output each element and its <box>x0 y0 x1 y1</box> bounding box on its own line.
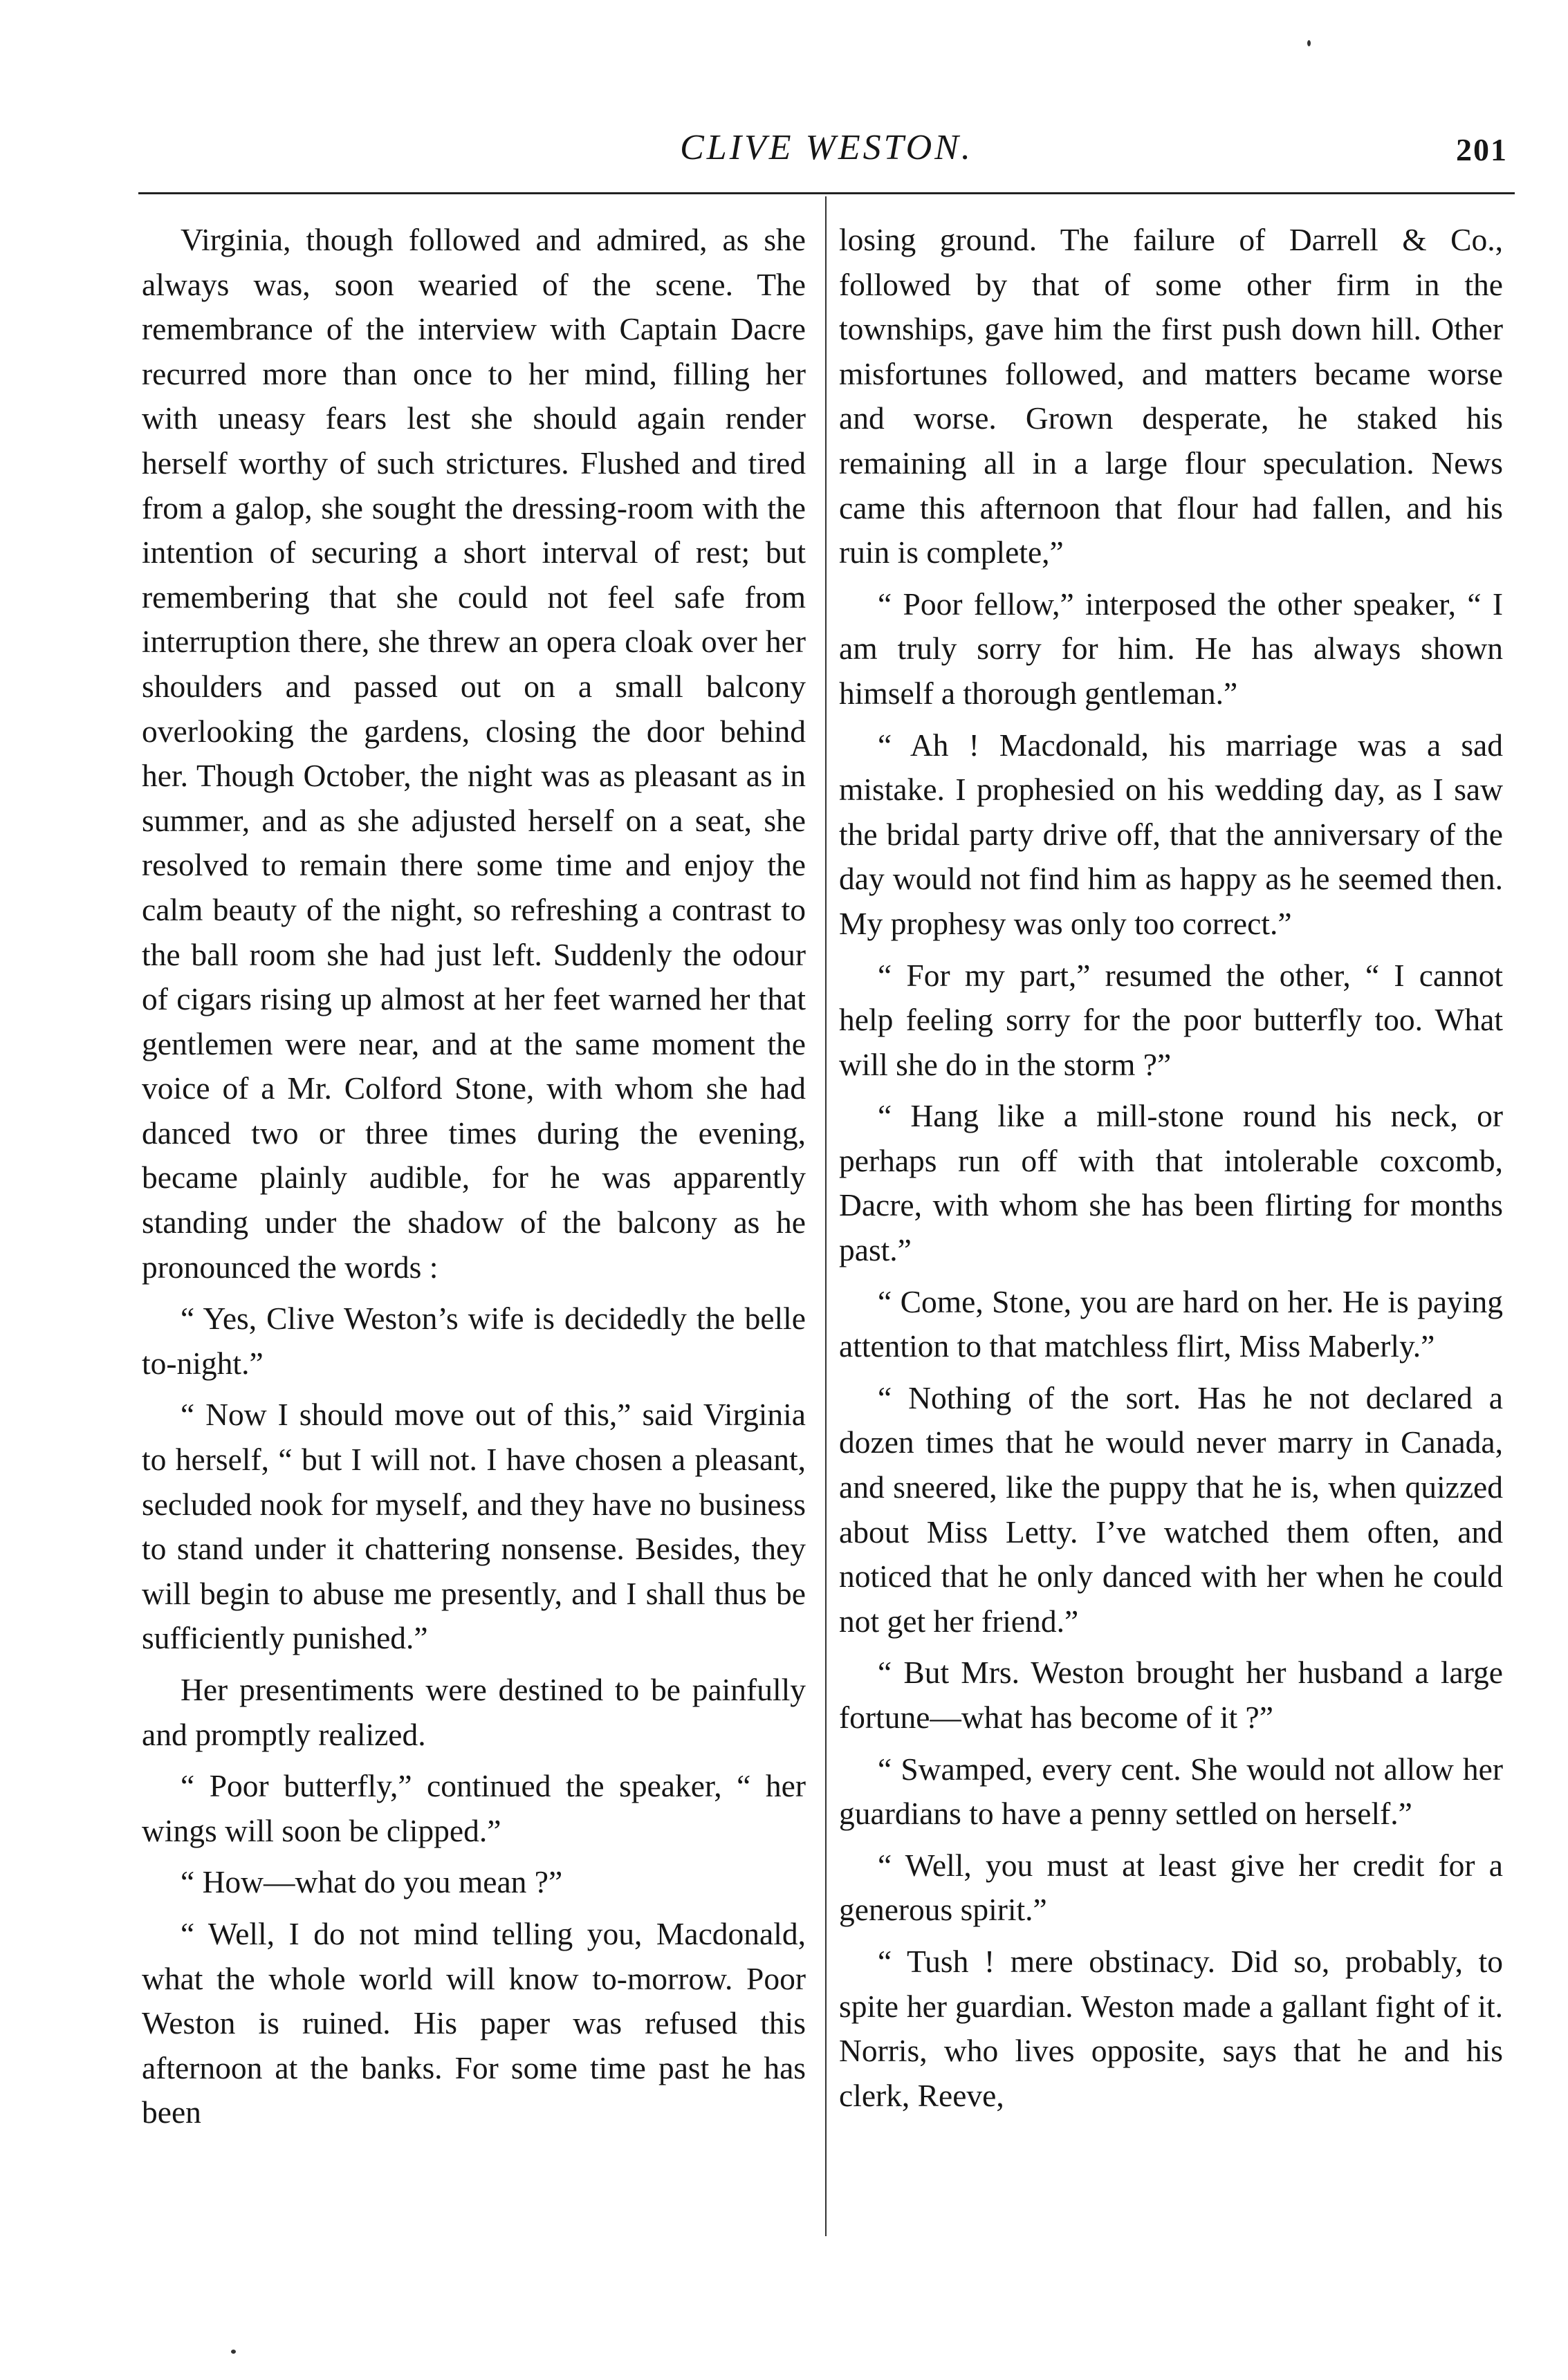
paragraph: “ Well, you must at least give her credit for a generous spirit.” <box>839 1847 1503 1928</box>
paragraph: “ Tush ! mere obstinacy. Did so, probably, to spite her guardian. Weston made a gallant fight of it. Norris, who lives opposite, says that he and his clerk, Reeve, <box>839 1943 1503 2113</box>
paragraph: “ Swamped, every cent. She would not allow her guardians to have a penny settled on herself.” <box>839 1751 1503 1832</box>
paragraph: “ Poor butterfly,” continued the speaker, “ her wings will soon be clipped.” <box>142 1768 806 1848</box>
paragraph: losing ground. The failure of Darrell & Co., followed by that of some other firm in the townships, gave him the first push down hill. Other misfortunes followed, and matters became worse and worse. Grown desperate, he staked his remaining all in a large flour speculation. News came this afternoon that flour had fallen, and his ruin is complete,” <box>839 222 1503 570</box>
paragraph: “ How—what do you mean ?” <box>181 1864 563 1900</box>
page-number: 201 <box>1456 132 1508 167</box>
paragraph: “ Well, I do not mind telling you, Macdonald, what the whole world will know to-morrow. Poor Weston is ruined. His paper was refused this afternoon at the banks. For some time past he has been <box>142 1915 806 2130</box>
paragraph: Her presentiments were destined to be painfully and promptly realized. <box>142 1672 806 1752</box>
paragraph: “ Ah ! Macdonald, his marriage was a sad mistake. I prophesied on his wedding day, as I saw the bridal party drive off, that the anniversary of the day would not find him as happy as he seemed then. My prophesy was only too correct.” <box>839 727 1503 941</box>
paragraph: “ Come, Stone, you are hard on her. He is paying attention to that matchless flirt, Miss Maberly.” <box>839 1283 1503 1364</box>
paragraph: “ Poor fellow,” interposed the other speaker, “ I am truly sorry for him. He has always shown himself a thorough gentleman.” <box>839 586 1503 711</box>
paragraph: “ Now I should move out of this,” said Virginia to herself, “ but I will not. I have chosen a pleasant, secluded nook for myself, and they have no business to stand under it chattering nonsense. Besides, they will begin to abuse me presently, and I shall thus be sufficiently punished.” <box>142 1397 806 1656</box>
running-title: CLIVE WESTON. <box>680 128 973 167</box>
paragraph: “ Nothing of the sort. Has he not declared a dozen times that he would never marry in Canada, and sneered, like the puppy that he is, when quizzed about Miss Letty. I’ve watched them often, and noticed that he only danced with her when he could not get her friend.” <box>839 1379 1503 1639</box>
paragraph: “ But Mrs. Weston brought her husband a large fortune—what has become of it ?” <box>839 1655 1503 1735</box>
left-column <box>142 218 806 2135</box>
paragraph: “ For my part,” resumed the other, “ I cannot help feeling sorry for the poor butterfly too. What will she do in the storm ?” <box>839 957 1503 1082</box>
paragraph: “ Hang like a mill-stone round his neck, or perhaps run off with that intolerable coxcomb, Dacre, with whom she has been flirting for months past.” <box>839 1098 1503 1268</box>
ink-speck <box>1307 40 1311 46</box>
paragraph: “ Yes, Clive Weston’s wife is decidedly the belle to-night.” <box>142 1301 806 1381</box>
ink-speck <box>231 2350 236 2354</box>
header-rule <box>138 192 1515 194</box>
running-header <box>138 127 1515 169</box>
column-divider <box>825 196 827 2236</box>
paragraph: Virginia, though followed and admired, as she always was, soon wearied of the scene. The remembrance of the interview with Captain Dacre recurred more than once to her mind, filling her with uneasy fears lest she should again render herself worthy of such strictures. Flushed and tired from a galop, she sought the dressing-room with the intention of securing a short interval of rest; but remembering that she could not feel safe from interruption there, she threw an opera cloak over her shoulders and passed out on a small balcony overlooking the gardens, closing the door behind her. Though October, the night was as pleasant as in summer, and as she adjusted herself on a seat, she resolved to remain there some time and enjoy the calm beauty of the night, so refreshing a contrast to the ball room she had just left. Suddenly the odour of cigars rising up almost at her feet warned her that gentlemen were near, and at the same moment the voice of a Mr. Colford Stone, with whom she had danced two or three times during the evening, became plainly audible, for he was apparently standing under the shadow of the balcony as he pronounced the words : <box>142 222 806 1285</box>
right-column <box>839 218 1503 2118</box>
